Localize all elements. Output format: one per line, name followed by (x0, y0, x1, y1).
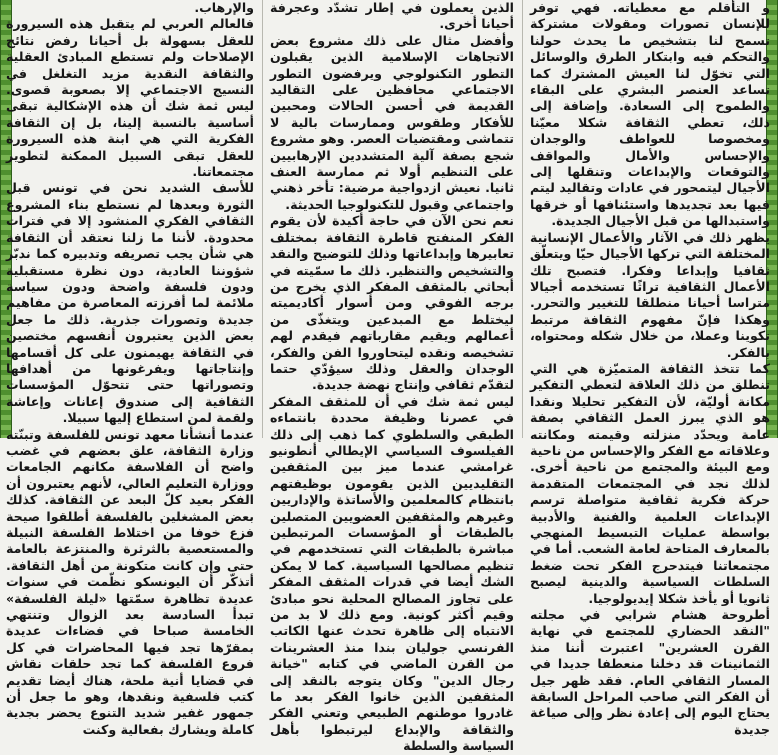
paragraph: عندما أنشأنا معهد تونس للفلسفة وتبنّته وزارة الثقافة، علق بعضهم في غضب واضح أن الفلاسفة مكانهم الجامعات ووزارة التعليم العالي، لأنهم يعتبرون أن الفكر بعيد كلّ البعد عن الثقافة. كذلك بعض المشغلين بالفلسفة أطلقوا صيحة فزع خوفا من اختلاط الفلسفة النبيلة والمستعصية بالثرثرة والمنتزعة بالعامة حتى وإن كانت متكونة من أهل الثقافة. أتذكّر أن اليونسكو نظّمت في سنوات عديدة تظاهرة سمّتها «ليلة الفلسفة» تبدأ السادسة بعد الزوال وتنتهي الخامسة صباحا في فضاءات عديدة بمقرّها تجد فيها المحاضرات في كل فروع الفلسفة كما تجد حلقات نقاش في قضايا أنية ملحة، هناك أيضا تقديم كتب فلسفية ونقدها، وهو ما جعل أن جمهور غفير شديد التنوع يحضر بجدية كاملة ويشارك بفعالية وكنت (6, 426, 254, 737)
paragraph: فالعالم العربي لم يتقبل هذه السيرورة للعقل بسهولة بل أحيانا رفض نتائج الإصلاحات ولم تستطع المبادئ العقلية والثقافة النقدية مزيد التغلغل في النسيج الاجتماعي إلا بصعوبة قصوى. ليس ثمة شك أن هذه الإشكالية تبقى أساسية بالنسبة إلينا، بل إن الثقافة الفكرية التي هي ابنة هذه السيرورة للعقل تبقى السبيل الممكنة لتطوير مجتمعاتنا. (6, 16, 254, 180)
paragraph: والإرهاب. (194, 0, 254, 15)
article-column-right (530, 0, 770, 737)
paragraph: الذين يعملون في إطار تشدّد وعجرفة أحيانا أخرى. (270, 0, 514, 32)
paragraph: وأفضل مثال على ذلك مشروع بعض الاتجاهات الإسلامية الذين يقبلون التطور التكنولوجي ويرفضون التطور الاجتماعي محافظين على التقاليد القديمة في أحسن الحالات ومحبين للأفكار وطقوس وممارسات بالية لا تتماشى ومقتضيات العصر. وهو مشروع شجع بصفة آلية المتشددين الإرهابيين على التنظيم أولا ثم ممارسة العنف ثانيا. نعيش ازدواجية مرضية: تأخر ذهني واجتماعي وقبول للتكنولوجيا الحديثة. (270, 32, 514, 212)
article-column-left (6, 0, 254, 737)
paragraph: ليس ثمة شك في أن للمثقف المفكر في عصرنا وظيفة محددة بانتماءه الطبقي والسلطوي كما ذهب إلى ذلك الفيلسوف السياسي الإيطالي أنطونيو غرامشي عندما ميز بين المثقفين التقليديين الذين يقومون بوظيفتهم بانتظام كالمعلمين والأساتذة والإداريين وغيرهم والمثقفين العضويين المتصلين بالطبقات أو المؤسسات المرتبطين مباشرة بالطبقات التي تستخدمهم في تنظيم مصالحها السياسية. كما لا يمكن الشك أيضا في قدرات المثقف المفكر على تجاوز المصالح المحلية نحو مبادئ وقيم أكثر كونية. ومع ذلك لا بد من الانتباه إلى ظاهرة تحدث عنها الكاتب الفرنسي جوليان بندا منذ العشرينات من القرن الماضي في كتابه "خيانة رجال الدين" وكان يتوجه بالنقد إلى المثقفين الذين خانوا الفكر بعد ما غادروا موطنهم الطبيعي وتعني الفكر والثقافة والإبداع ليرتبطوا بأهل السياسة والسلطة (270, 393, 514, 754)
paragraph: أطروحة هشام شرابي في مجلته "النقد الحضاري للمجتمع في نهاية القرن العشرين" اعتبرت أننا منذ الثمانينات قد دخلنا منعطفا جديدا في المسار الثقافي العام. فقد ظهر جيل أن الفكر التي صاحب المراحل السابقة يحتاج اليوم إلى إعادة نظر وإلى صياغة جديدة (530, 607, 770, 737)
article-column-middle (270, 0, 514, 754)
paragraph: للأسف الشديد نحن في تونس قبل الثورة وبعدها لم نستطع بناء المشروع الثقافي الفكري المنشود إلا في فترات محدودة. لأننا ما زلنا نعتقد أن الثقافة هي شأن يجب تصريفه وتدبيره كما ندبّر شؤوننا العادية، دون نظرة مستقبلية ودون فلسفة واضحة ودون سياسة ملائمة لما أفرزته المعاصرة من مفاهيم جديدة وتصورات جذرية. ذلك ما جعل بعض الذين يعتبرون أنفسهم مختصين في الثقافة يهيمنون على كل أقسامها وإنتاجاتها ويفرغونها من أهدافها وتصوراتها حتى تتحوّل المؤسسات الثقافية إلى صندوق إعانات وإعاشة ولقمة لمن استطاع إليها سبيلا. (6, 180, 254, 426)
paragraph: و التأقلم مع معطياته. فهي توفر للإنسان تصورات ومقولات مشتركة تسمح لنا بتشخيص ما يحدث حولنا والتحكم فيه وابتكار الطرق والوسائل التي تخوّل لنا العيش المشترك كما تساعد العنصر البشري على البقاء والطموح إلى السعادة. وإضافة إلى ذلك، تعطي الثقافة شكلا معيّنا ومخصوصا للعواطف والوجدان والإحساس والأمال والمواقف والتوقعات والإبداعات وتنقلها إلى الأجيال ليتمحور في عادات وتقاليد ليتم فيها بعد تجديدها واستئنافها أو خرقها واستبدالها من قبل الأجيال الجديدة. (530, 0, 770, 229)
column-divider (262, 0, 263, 438)
paragraph: يظهر ذلك في الآثار والأعمال الإنسانية المختلفة التي تركها الأجيال حيّا ويتعلّق ثقافيا وإبداعا وفكرا. فتصبح تلك الأعمال الثقافية تراثًا تستخدمه أجيالا متراسا أحيانا منطلقا للتغيير والتحرر. وهكذا فإنّ مفهوم الثقافة مرتبط تكوينا وعملا، من خلال شكله ومحتواه، بالفكر. (530, 229, 770, 360)
paragraph: نعم نحن الآن في حاجة أكيدة لأن يقوم الفكر المنفتح قاطرة الثقافة بمختلف تعابيرها وإبداعاتها وذلك للتوضيح والنقد والتشخيص والتنظير. ذلك ما سمّيته في أبحاثي بالمثقف المفكر الذي يخرج من برجه الفوقي ومن أسوار أكاديميته ليختلط مع المبدعين ويتغذّى من أعمالهم ويقيم مقارباتهم فيقدم لهم تشخيصه ونقده ليتحاوروا الفن والفكر، الوجدان والعقل وذلك سيؤدّي حتما لتقدّم ثقافي وإنتاج نهضة جديدة. (270, 213, 514, 393)
paragraph: كما تتخذ الثقافة المتميّزة هي التي تنطلق من ذلك العلاقة لتعطي التفكير مكانة أوليّة، لأن التفكير تحليلا ونقدا هو الذي يبرز العمل الثقافي بصفة عامة ويحدّد منزلته وقيمته ومكانته وعلاقاته مع الفكر والإحساس من ناحية ومع البيئة والمجتمع من ناحية أخرى. لذلك نجد في المجتمعات المتقدمة حركة فكرية ثقافية متواصلة ترسم الإبداعات العلمية والفنية والأدبية بواسطة عمليات التبسيط المنهجي بالمعارف المتاحة لعامة الشعب. أما في مجتمعاتنا فيتدحرج الفكر تحت ضغط السلطات السياسية والدينية ليصبح ثانويا أو يأخذ شكلا إيديولوجيا. (530, 360, 770, 606)
column-divider (522, 0, 523, 438)
